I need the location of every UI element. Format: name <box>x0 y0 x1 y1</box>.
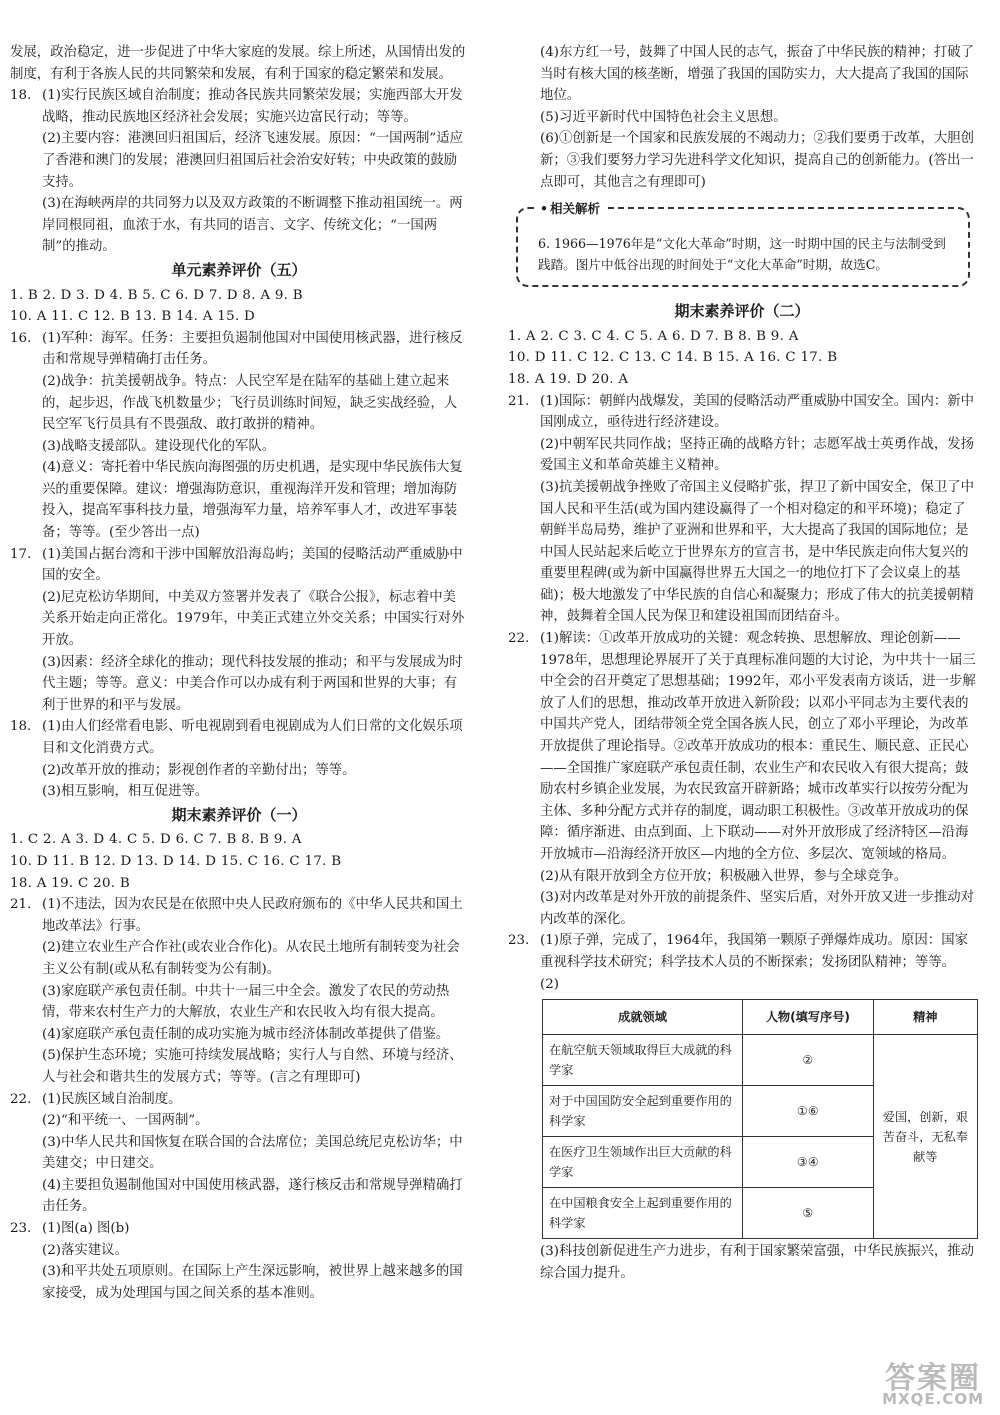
sub-answer: (4)家庭联产承包责任制的成功实施为城市经济体制改革提供了借鉴。 <box>42 1026 450 1042</box>
answer-text: (1)国际：朝鲜内战爆发，美国的侵略活动严重威胁中国安全。国内：新中国刚成立，亟待进行经济建设。 <box>540 393 975 431</box>
table-cell-field: 在中国粮食安全上起到重要作用的科学家 <box>543 1188 743 1239</box>
question-number: 18. <box>10 719 32 735</box>
table-header-people: 人物(填写序号) <box>743 1000 874 1035</box>
related-analysis-text: 6. 1966—1976年是“文化大革命”时期，这一时期中国的民主与法制受到践踏。图片中低谷出现的时间处于“文化大革命”时期，故选C。 <box>538 236 946 273</box>
table-cell-field: 在医疗卫生领域作出巨大贡献的科学家 <box>543 1137 743 1188</box>
right-column <box>508 42 976 1284</box>
sub-answer: (2)尼克松访华期间，中美双方签署并发表了《联合公报》，标志着中美关系开始走向正常化。1979年，中美正式建立外交关系；中国实行对外开放。 <box>42 589 465 649</box>
sub-answer: (3)战略支援部队。建设现代化的军队。 <box>42 438 276 454</box>
sub-answer: (2) <box>540 976 559 992</box>
sub-answer: (2)从有限开放到全方位开放；积极融入世界，参与全球竞争。 <box>540 868 908 884</box>
right-column-answers-bottom <box>508 301 976 995</box>
right-column-answers-top <box>508 42 976 193</box>
closing-answer: (3)科技创新促进生产力进步，有利于国家繁荣富强，中华民族振兴，推动综合国力提升。 <box>540 1244 975 1281</box>
answer-text: (1)由人们经常看电影、听电视剧到看电视剧成为人们日常的文化娱乐项目和文化消费方式。 <box>42 719 463 756</box>
answer-item <box>508 930 976 973</box>
table-cell-spirit: 爱国，创新，艰苦奋斗，无私奉献等 <box>873 1035 977 1239</box>
sub-answer: (2)战争：抗美援朝战争。特点：人民空军是在陆军的基础上建立起来的，起步迟，作战飞机数量少；飞行员训练时间短，缺乏实战经验，人民空军飞行员具有不畏强敌、敢打敢拼的精神。 <box>42 373 458 433</box>
question-number: 18. <box>10 88 32 104</box>
answer-item <box>508 628 976 866</box>
sub-answer: (2)主要内容：港澳回归祖国后，经济飞速发展。原因：“一国两制”适应了香港和澳门的发展；港澳回归祖国后社会治安好转；中央政策的鼓励支持。 <box>42 131 463 190</box>
table-cell-people: ③④ <box>743 1137 874 1188</box>
sub-answer: (4)意义：寄托着中华民族向海图强的历史机遇，是实现中华民族伟大复兴的重要保障。建议：增强海防意识，重视海洋开发和管理；增加海防投入，提高军事科技力量，增强海军力量，培养军事人才，改进军事装备；等等。(至少答出一点) <box>42 460 463 541</box>
sub-answer: (3)在海峡两岸的共同努力以及双方政策的不断调整下推动祖国统一。两岸同根同祖，血浓于水，有共同的语言、文字、传统文化；“一国两制”的推动。 <box>42 196 463 255</box>
sub-answer: (5)保护生态环境；实施可持续发展战略；实行人与自然、环境与经济、人与社会和谐共生的发展方式；等等。(言之有理即可) <box>42 1048 463 1085</box>
answer-item <box>10 328 468 371</box>
table-header-row <box>543 1000 978 1035</box>
choice-answers-line: 10. A 11. C 12. B 13. B 14. A 15. D <box>10 309 256 325</box>
answer-text: (1)美国占据台湾和干涉中国解放沿海岛屿；美国的侵略活动严重威胁中国的安全。 <box>42 546 463 584</box>
left-column <box>10 42 468 1304</box>
table-cell-field: 对于中国国防安全起到重要作用的科学家 <box>543 1086 743 1137</box>
answer-item <box>10 1089 468 1111</box>
sub-answer: (3)相互影响，相互促进等。 <box>42 784 209 800</box>
choice-answers-line: 1. A 2. C 3. C 4. C 5. A 6. D 7. B 8. B 9. A <box>508 328 799 344</box>
question-number: 23. <box>508 933 530 949</box>
answer-continuation: 发展，政治稳定，进一步促进了中华大家庭的发展。综上所述，从国情出发的制度，有利于各族人民的共同繁荣和发展，有利于国家的稳定繁荣和发展。 <box>10 45 466 82</box>
question-number: 17. <box>10 546 32 562</box>
section-title: 期末素养评价（二） <box>674 302 810 321</box>
choice-answers-line: 1. C 2. A 3. D 4. C 5. D 6. C 7. B 8. B 9. A <box>10 832 302 848</box>
answer-text: (1)解读：①改革开放成功的关键：观念转换、思想解放、理论创新——1978年，思想理论界展开了关于真理标准问题的大讨论，为中共十一届三中全会的召开奠定了思想基础；1992年，邓小平发表南方谈话，进一步解放了人们的思想，推动改革开放进入新阶段；以邓小平同志为主要代表的中国共产党人，团结带领全党全国各族人民，创立了邓小平理论，为改革开放提供了理论指导。②改革开放成功的根本：重民生、顺民意、正民心——全国推广家庭联产承包责任制，农业生产和农民收入有很大提高；鼓励农村乡镇企业发展，为农民致富开辟新路；城市改革实行以按劳分配为主体、多种分配方式并存的制度，调动职工积极性。③改革开放成功的保障：循序渐进、由点到面、上下联动——对外开放形成了经济特区—沿海开放城市—沿海经济开放区—内地的全方位、多层次、宽领域的格局。 <box>540 631 976 862</box>
sub-answer: (6)①创新是一个国家和民族发展的不竭动力；②我们要勇于改革，大胆创新；③我们要努力学习先进科学文化知识，提高自己的创新能力。(答出一点即可，其他言之有理即可) <box>540 131 975 190</box>
answer-text: (1)实行民族区域自治制度；推动各民族共同繁荣发展；实施西部大开发战略，推动民族地区经济社会发展；实施兴边富民行动；等等。 <box>42 88 463 125</box>
choice-answers-line: 1. B 2. D 3. D 4. B 5. C 6. D 7. D 8. A 9. B <box>10 287 303 303</box>
sub-answer: (2)“和平统一、一国两制”。 <box>42 1113 209 1129</box>
sub-answer: (3)抗美援朝战争挫败了帝国主义侵略扩张，捍卫了新中国安全，保卫了中国人民和平生活(或为国内建设赢得了一个相对稳定的和平环境)；稳定了朝鲜半岛局势，维护了亚洲和世界和平，大大提高了我国的国际地位；是中国人民站起来后屹立于世界东方的宣言书，是中华民族走向伟大复兴的重要里程碑(或为新中国赢得世界五大国之一的地位打下了会议桌上的基础)；极大地激发了中华民族的自信心和凝聚力；形成了伟大的抗美援朝精神，鼓舞着全国人民为保卫和建设祖国而团结奋斗。 <box>540 479 975 625</box>
watermark <box>882 1360 984 1411</box>
table-header-field: 成就领域 <box>543 1000 743 1035</box>
answer-item <box>10 85 468 128</box>
choice-answers-line: 10. D 11. C 12. C 13. C 14. B 15. A 16. C 17. B <box>508 350 838 366</box>
answer-text: (1)不违法，因为农民是在依照中央人民政府颁布的《中华人民共和国土地改革法》行事。 <box>42 897 463 934</box>
section-title: 单元素养评价（五） <box>171 260 307 279</box>
choice-answers-line: 18. A 19. D 20. A <box>508 371 629 387</box>
sub-answer: (3)因素：经济全球化的推动；现代科技发展的推动；和平与发展成为时代主题；等等。意义：中美合作可以办成有利于两国和世界的大事；有利于世界的和平与发展。 <box>42 654 463 713</box>
question-number: 22. <box>508 631 530 647</box>
question-number: 22. <box>10 1091 32 1107</box>
sub-answer: (2)建立农业生产合作社(或农业合作化)。从农民土地所有制转变为社会主义公有制(或从私有制转变为公有制)。 <box>42 940 460 977</box>
answer-item <box>10 1218 468 1240</box>
question-number: 16. <box>10 330 32 346</box>
section-title: 期末素养评价（一） <box>171 805 307 824</box>
sub-answer: (2)改革开放的推动；影视创作者的辛勤付出；等等。 <box>42 762 356 778</box>
sub-answer: (3)中华人民共和国恢复在联合国的合法席位；美国总统尼克松访华；中美建交；中日建交。 <box>42 1134 463 1172</box>
sub-answer: (5)习近平新时代中国特色社会主义思想。 <box>540 109 787 125</box>
watermark-url: MXQE.COM <box>882 1390 984 1409</box>
table-cell-field: 在航空航天领域取得巨大成就的科学家 <box>543 1035 743 1086</box>
sub-answer: (3)家庭联产承包责任制。中共十一届三中全会。激发了农民的劳动热情，带来农村生产力的大解放，农业生产和农民收入均有很大提高。 <box>42 983 450 1021</box>
question-number: 21. <box>10 897 32 913</box>
answer-text: (1)民族区域自治制度。 <box>42 1091 182 1107</box>
answer-item <box>10 894 468 937</box>
sub-answer: (2)落实建议。 <box>42 1242 128 1258</box>
table-row <box>543 1035 978 1086</box>
answer-text: (1)原子弹，完成了，1964年，我国第一颗原子弹爆炸成功。原因：国家重视科学技术研究；科学技术人员的不断探索；发扬团队精神；等等。 <box>540 933 968 970</box>
answer-item <box>508 391 976 434</box>
question-number: 23. <box>10 1221 32 1237</box>
choice-answers-line: 10. D 11. B 12. D 13. D 14. D 15. C 16. C 17. B <box>10 853 342 869</box>
answer-item <box>10 716 468 759</box>
sub-answer: (3)对内改革是对外开放的前提条件、坚实后盾，对外开放又进一步推动对内改革的深化。 <box>540 890 975 927</box>
watermark-logo: 答案圈 <box>885 1360 982 1396</box>
choice-answers-line: 18. A 19. C 20. B <box>10 875 131 891</box>
related-analysis-box <box>516 201 970 287</box>
sub-answer: (3)和平共处五项原则。在国际上产生深远影响，被世界上越来越多的国家接受，成为处理国与国之间关系的基本准则。 <box>42 1264 463 1301</box>
answer-item <box>10 544 468 587</box>
question-number: 21. <box>508 393 530 409</box>
sub-answer: (4)东方红一号，鼓舞了中国人民的志气，振奋了中华民族的精神；打破了当时有核大国的核垄断，增强了我国的国防实力，大大提高了我国的国际地位。 <box>540 45 975 104</box>
table-cell-people: ①⑥ <box>743 1086 874 1137</box>
table-cell-people: ② <box>743 1035 874 1086</box>
table-cell-people: ⑤ <box>743 1188 874 1239</box>
table-header-spirit: 精神 <box>873 1000 977 1035</box>
related-analysis-label: • 相关解析 <box>534 198 606 219</box>
sub-answer: (2)中朝军民共同作战；坚持正确的战略方针；志愿军战士英勇作战，发扬爱国主义和革命英雄主义精神。 <box>540 436 975 474</box>
achievement-table <box>542 999 978 1239</box>
answer-text: (1)图(a) 图(b) <box>42 1221 130 1237</box>
sub-answer: (4)主要担负遏制他国对中国使用核武器，遂行核反击和常规导弹精确打击任务。 <box>42 1177 463 1215</box>
answer-text: (1)军种：海军。任务：主要担负遏制他国对中国使用核武器，进行核反击和常规导弹精确打击任务。 <box>42 330 463 368</box>
